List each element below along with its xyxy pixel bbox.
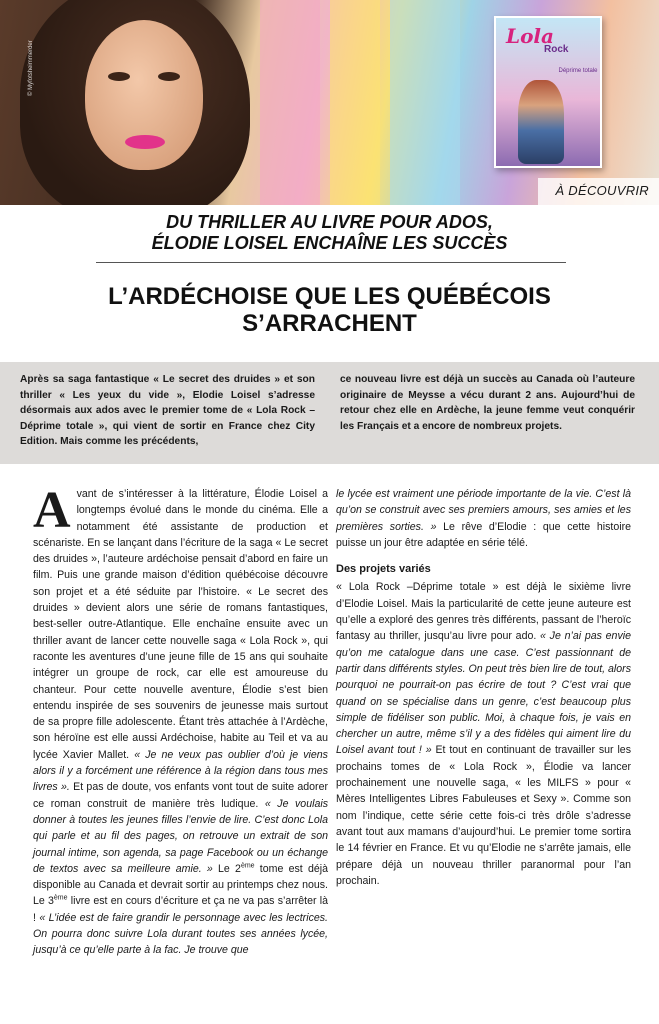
kicker-title: [0, 212, 659, 254]
superscript: ème: [240, 862, 255, 870]
title-divider: [96, 262, 566, 263]
book-cover-title-rock: Rock: [544, 44, 569, 55]
superscript: ème: [53, 894, 68, 902]
wall-graffiti-stripe: [330, 0, 380, 205]
quote: « Je n’ai pas envie qu’on me catalogue dans une case. C’est passionnant de partir dans différents styles. On peut très bien lire de tout, alors pourquoi ne pourrait-on pas écrire de tout ? C’est vrai que quand on se spécialise dans un genre, c’est beaucoup plus simple de fidéliser son public. Moi, à chaque fois, je vais en chercher un autre, même s’il y a des fidèles qui aiment lire du Loisel avant tout ! »: [336, 630, 632, 757]
book-cover-subtitle: Déprime totale: [558, 68, 598, 74]
quote: « Je ne veux pas oublier d’où je viens alors il y a forcément une référence à la région dans tous mes livres ».: [33, 748, 328, 794]
paragraph: [336, 486, 631, 551]
wall-graffiti-stripe: [260, 0, 320, 205]
subheading: Des projets variés: [336, 563, 431, 576]
text-run: livre est en cours d’écriture et ça ne va pas s’arrêter là !: [33, 895, 328, 924]
book-cover-title: Lola: [506, 24, 554, 48]
text-run: Et pas de doute, vos enfants vont tout de suite adorer ce roman construit de manière très ludique.: [33, 781, 328, 810]
portrait-eye: [108, 72, 130, 81]
kicker-line: DU THRILLER AU LIVRE POUR ADOS,: [166, 212, 493, 232]
text-run: vant de s’intéresser à la littérature, Élodie Loisel a longtemps évolué dans le monde du cinéma. Elle a notamment été assistante de production et scénariste. En se lançant dans l’écriture de la saga « Le secret des druides », l’auteure ardéchoise pensait d’abord en faire un film. Puis une grande maison d’édition québécoise découvre son projet et a été séduite par l’histoire. « Le secret des druides » devient alors une série de romans fantastiques, best-seller outre-Atlantique. Elle enchaîne ensuite avec un thriller avant de lancer cette nouvelle saga « Lola Rock », qui raconte les aventures d’une jeune fille de 15 ans qui souhaite intégrer un groupe de rock, car elle est amoureuse du chanteur. Pour cette nouvelle aventure, Élodie s’est bien entendu inspirée de ses souvenirs de jeunesse mais surtout de sa propre fille adolescente. Étant très attachée à l’Ardèche, son héroïne est elle aussi Ardéchoise, habite au Teil et va au lycée Xavier Mallet.: [33, 488, 328, 761]
article-column-right: [336, 486, 631, 889]
kicker-line: ÉLODIE LOISEL ENCHAÎNE LES SUCCÈS: [151, 233, 508, 253]
text-run: « Lola Rock –Déprime totale » est déjà le sixième livre d’Elodie Loisel. Mais la particularité de cette jeune auteure est qu’elle a exploré des genres très différents, passant de l’heroïc fantasy au thriller, jusqu’au livre pour ado.: [336, 581, 631, 643]
article-column-left: [33, 482, 328, 959]
portrait-eye: [158, 72, 180, 81]
lead-right: ce nouveau livre est déjà un succès au Canada où l’auteure originaire de Meysse a vécu durant 2 ans. Aujourd’hui de retour chez elle en Ardèche, la jeune femme veut conquérir les Français et a encore de nombreux projets.: [340, 374, 635, 432]
text-run: Le 2: [218, 862, 241, 875]
photo-credit: © Myfotsheimmerder: [28, 40, 34, 96]
text-run: Et tout en continuant de travailler sur les prochains tomes de « Lola Rock », Élodie va lancer prochainement une nouvelle saga, « les MILFS » pour « Mères Intelligentes Libres Fabuleuses et Sexy ». Comme son nom l’indique, cette série cette fois-ci très drôle s’adresse avant tout aux mamans d’aujourd’hui. Le premier tome sortira le 14 février en France. Et vu qu’Elodie ne s’arrête jamais, elle prépare déjà un nouveau thriller paranormal pour l’an prochain.: [336, 744, 631, 887]
paragraph: [336, 579, 631, 889]
section-ribbon: [538, 178, 659, 205]
section-label: À DÉCOUVRIR: [555, 183, 649, 198]
book-cover-illustration: [518, 80, 564, 164]
headline-line: L’ARDÉCHOISE QUE LES QUÉBÉCOIS: [108, 283, 551, 310]
text-run: Le rêve d’Elodie : que cette histoire puisse un jour être adaptée en série télé.: [336, 520, 631, 549]
wall-graffiti-stripe: [390, 0, 460, 205]
quote: le lycée est vraiment une période importante de la vie. C’est là qu’on se construit avec ses premiers amours, ses amies et les premières sorties. »: [336, 488, 631, 533]
lead-left: Après sa saga fantastique « Le secret des druides » et son thriller « Les yeux du vide », Elodie Loisel s’adresse désormais aux ados avec le premier tome de « Lola Rock – Déprime totale », qui vient de sortir en France chez City Edition. Mais comme les précédents,: [20, 374, 315, 448]
book-cover: [494, 16, 602, 168]
drop-cap: A: [33, 482, 71, 539]
quote: « L’idée est de faire grandir le personnage avec les lectrices. On pourra donc suivre Lola durant toutes ses années lycée, jusqu’à ce qu’elle parte à la fac. Je trouve que: [33, 911, 328, 957]
paragraph: [33, 482, 328, 959]
quote: « Je voulais donner à toutes les jeunes filles l’envie de lire. C’est donc Lola qui parle et au fil des pages, on retrouve un extrait de son journal intime, son agenda, sa page Facebook ou un échange de textos avec sa meilleure amie. »: [33, 797, 328, 875]
portrait-lips: [125, 135, 165, 149]
text-run: tome est déjà disponible au Canada et devrait sortir au printemps chez nous. Le 3: [33, 862, 328, 908]
page-title: [0, 283, 659, 337]
headline-line: S’ARRACHENT: [242, 310, 417, 337]
header-photo: [0, 0, 659, 205]
